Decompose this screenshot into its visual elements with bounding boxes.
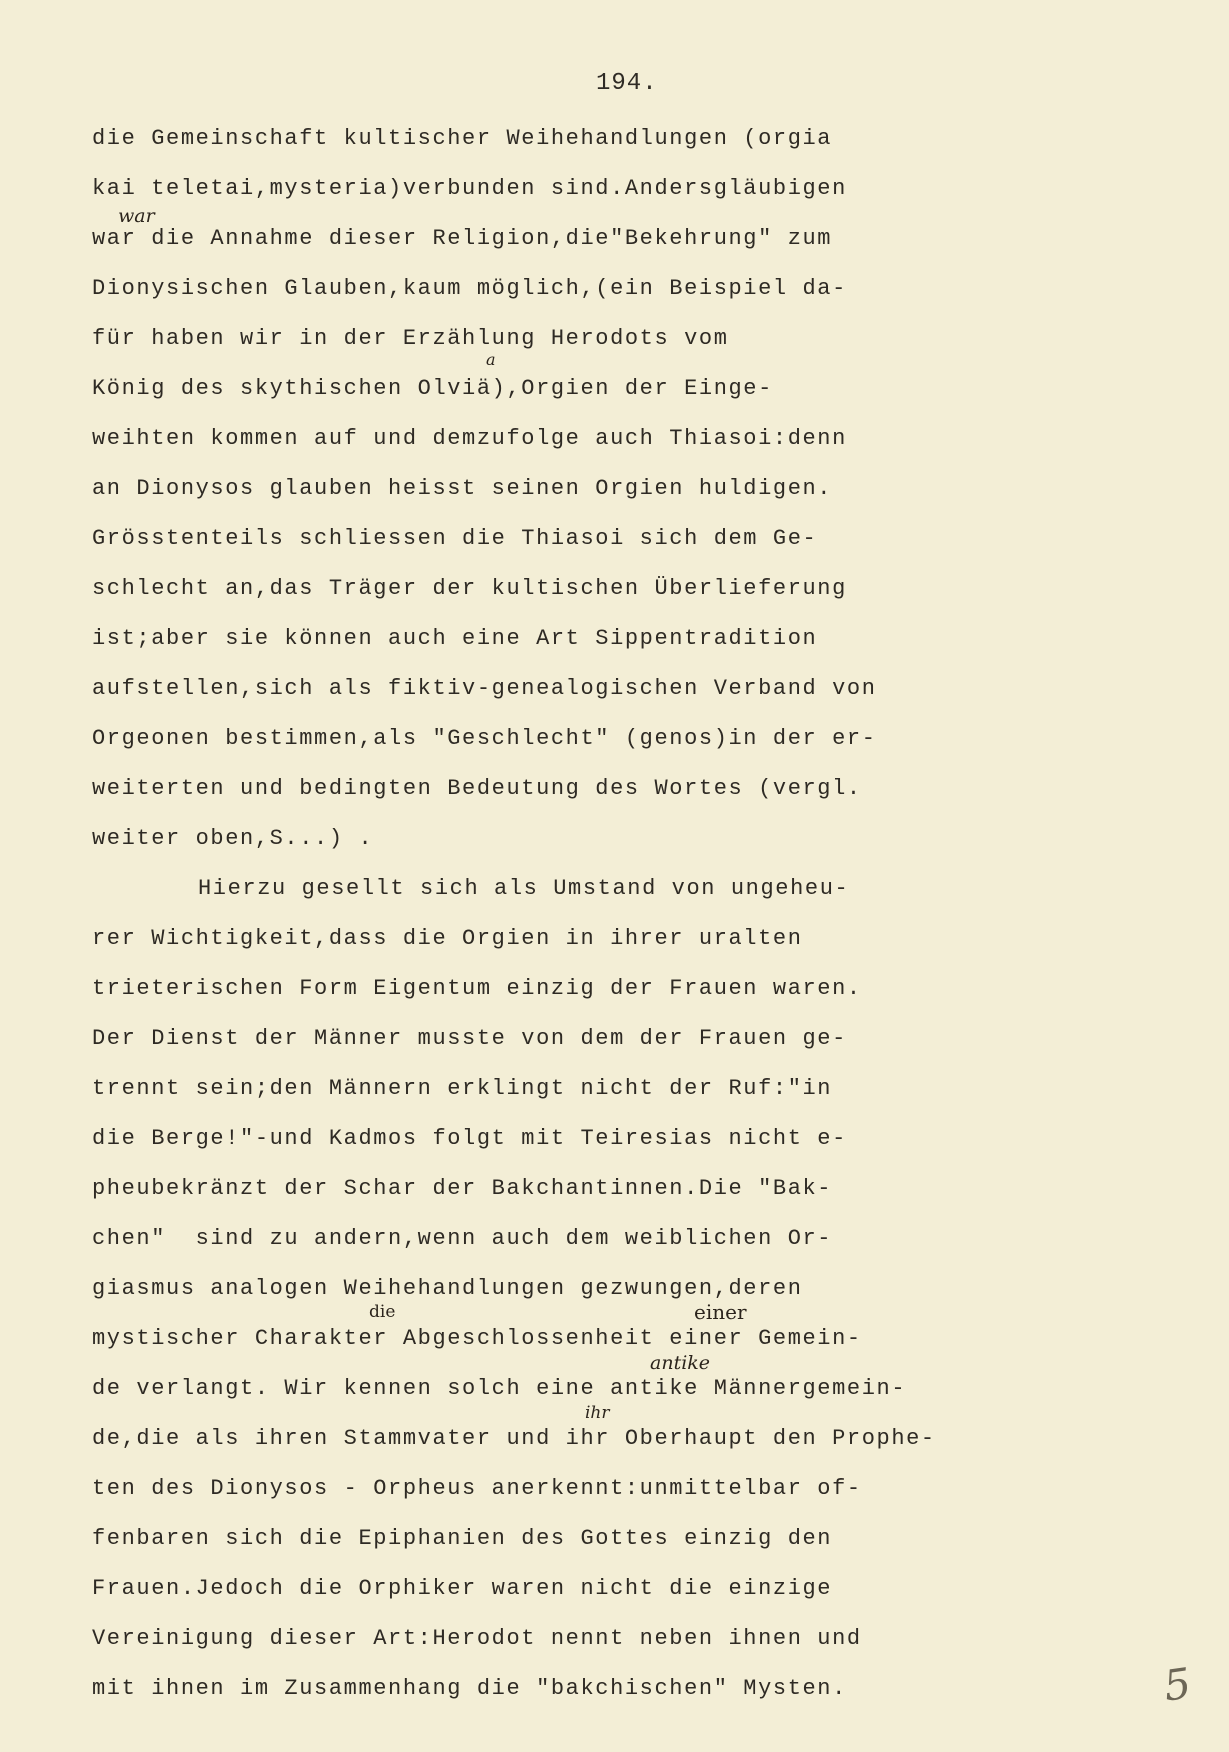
- handwritten-die: die: [369, 1302, 396, 1322]
- text-line-22: pheubekränzt der Schar der Bakchantinnen.Die "Bak-: [92, 1176, 833, 1201]
- text-line-18: trieterischen Form Eigentum einzig der Frauen waren.: [92, 976, 862, 1001]
- text-line-8: an Dionysos glauben heisst seinen Orgien huldigen.: [92, 476, 833, 501]
- text-line-23: chen" sind zu andern,wenn auch dem weiblichen Or-: [92, 1226, 833, 1251]
- text-line-17: rer Wichtigkeit,dass die Orgien in ihrer uralten: [92, 926, 803, 951]
- text-line-32: mit ihnen im Zusammenhang die "bakchischen" Mysten.: [92, 1676, 847, 1701]
- text-line-30: Frauen.Jedoch die Orphiker waren nicht die einzige: [92, 1576, 833, 1601]
- text-line-26: de verlangt. Wir kennen solch eine antike Männergemein-: [92, 1376, 907, 1401]
- text-line-29: fenbaren sich die Epiphanien des Gottes einzig den: [92, 1526, 833, 1551]
- text-line-6: König des skythischen Olviä),Orgien der Einge-: [92, 376, 773, 401]
- text-line-25: mystischer Charakter Abgeschlossenheit einer Gemein-: [92, 1326, 862, 1351]
- text-line-31: Vereinigung dieser Art:Herodot nennt neben ihnen und: [92, 1626, 862, 1651]
- text-line-2: kai teletai,mysteria)verbunden sind.Andersgläubigen: [92, 176, 847, 201]
- handwritten-ihr: ihr: [585, 1403, 610, 1423]
- handwritten-a: a: [486, 350, 496, 369]
- handwritten-antike: antike: [650, 1352, 711, 1374]
- text-line-24: giasmus analogen Weihehandlungen gezwungen,deren: [92, 1276, 803, 1301]
- text-line-21: die Berge!"-und Kadmos folgt mit Teiresias nicht e-: [92, 1126, 847, 1151]
- text-line-7: weihten kommen auf und demzufolge auch Thiasoi:denn: [92, 426, 847, 451]
- text-line-4: Dionysischen Glauben,kaum möglich,(ein Beispiel da-: [92, 276, 847, 301]
- handwritten-page-mark: 5: [1160, 1658, 1195, 1711]
- text-line-20: trennt sein;den Männern erklingt nicht der Ruf:"in: [92, 1076, 833, 1101]
- text-line-11: ist;aber sie können auch eine Art Sippentradition: [92, 626, 818, 651]
- text-line-28: ten des Dionysos - Orpheus anerkennt:unmittelbar of-: [92, 1476, 862, 1501]
- text-line-1: die Gemeinschaft kultischer Weihehandlungen (orgia: [92, 126, 833, 151]
- text-line-14: weiterten und bedingten Bedeutung des Wortes (vergl.: [92, 776, 862, 801]
- text-line-9: Grösstenteils schliessen die Thiasoi sich dem Ge-: [92, 526, 818, 551]
- text-line-27: de,die als ihren Stammvater und ihr Oberhaupt den Prophe-: [92, 1426, 936, 1451]
- text-line-15: weiter oben,S...) .: [92, 826, 374, 851]
- text-line-10: schlecht an,das Träger der kultischen Überlieferung: [92, 576, 847, 601]
- page-number: 194.: [596, 70, 658, 97]
- text-line-13: Orgeonen bestimmen,als "Geschlecht" (genos)in der er-: [92, 726, 877, 751]
- text-line-12: aufstellen,sich als fiktiv-genealogischen Verband von: [92, 676, 877, 701]
- text-line-5: für haben wir in der Erzählung Herodots vom: [92, 326, 729, 351]
- handwritten-einer: einer: [694, 1300, 747, 1324]
- text-line-3: war die Annahme dieser Religion,die"Bekehrung" zum: [92, 226, 833, 251]
- text-line-16: Hierzu gesellt sich als Umstand von ungeheu-: [198, 876, 850, 901]
- text-line-19: Der Dienst der Männer musste von dem der Frauen ge-: [92, 1026, 847, 1051]
- handwritten-war: war: [118, 205, 155, 227]
